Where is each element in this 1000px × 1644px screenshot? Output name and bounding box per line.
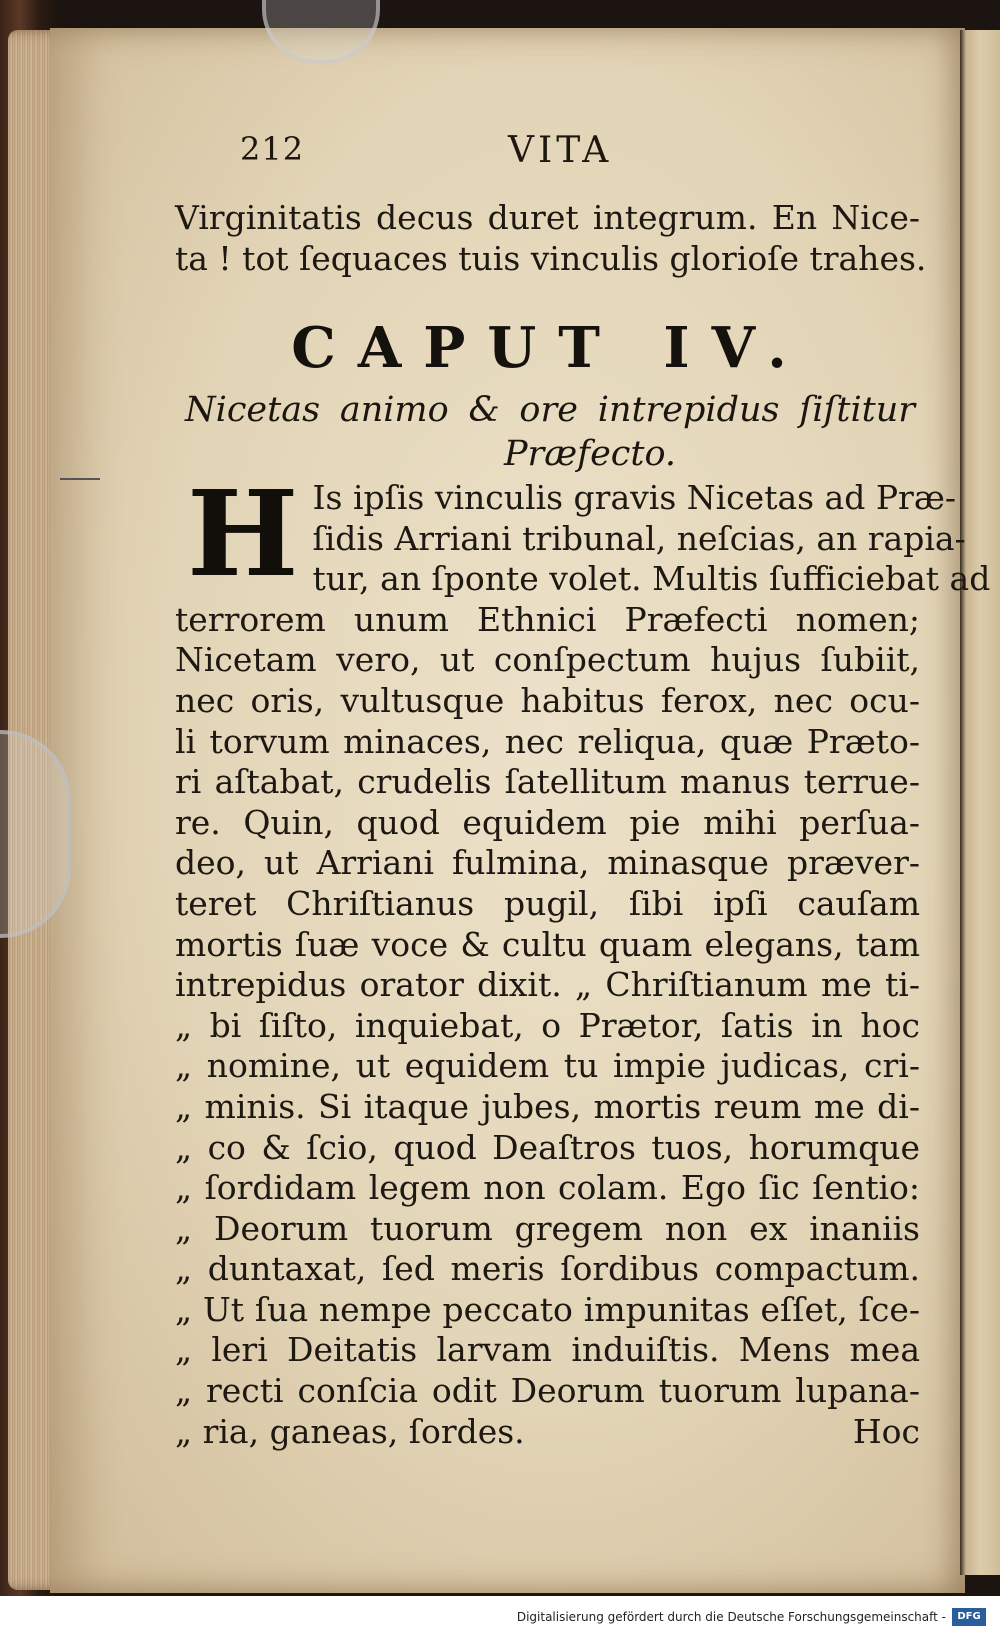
text-line: nec oris, vultusque habitus ferox, nec ocu- bbox=[175, 680, 920, 720]
text-line: „ ria, ganeas, ſordes. bbox=[175, 1411, 525, 1451]
text-line: „ co & ſcio, quod Deaſtros tuos, horumque bbox=[175, 1127, 920, 1167]
text-line: „ Ut ſua nempe peccato impunitas eſſet, ſce- bbox=[175, 1289, 920, 1329]
last-line bbox=[175, 1412, 920, 1453]
chapter-heading: CAPUT IV. bbox=[291, 315, 809, 381]
drop-cap: H bbox=[187, 464, 299, 603]
facing-page-edge bbox=[960, 30, 1000, 1575]
dfg-logo-icon: DFG bbox=[952, 1608, 986, 1626]
text-line: tur, an ſponte volet. Multis ſufficiebat ad bbox=[312, 559, 991, 599]
text-line: terrorem unum Ethnici Præfecti nomen; bbox=[175, 599, 920, 639]
text-line: Is ipſis vinculis gravis Nicetas ad Præ- bbox=[312, 478, 956, 517]
text-line: intrepidus orator dixit. „ Chriſtianum me ti- bbox=[175, 965, 920, 1005]
text-line: ta ! tot ſequaces tuis vinculis glorioſe trahes. bbox=[175, 238, 927, 278]
text-line: „ ſordidam legem non colam. Ego ſic ſentio: bbox=[175, 1168, 920, 1208]
margin-mark bbox=[60, 478, 100, 480]
subtitle-line: Nicetas animo & ore intrepidus ſiſtitur bbox=[185, 390, 915, 430]
text-line: Nicetam vero, ut conſpectum hujus ſubiit, bbox=[175, 640, 920, 680]
body-text bbox=[175, 464, 991, 1452]
catchword: Hoc bbox=[852, 1411, 920, 1451]
text-line: „ duntaxat, ſed meris ſordibus compactum. bbox=[175, 1249, 920, 1289]
page-header bbox=[240, 130, 660, 180]
text-line: „ minis. Si itaque jubes, mortis reum me di- bbox=[175, 1086, 920, 1126]
funding-credit: Digitalisierung gefördert durch die Deutsche Forschungsgemeinschaft - bbox=[516, 1610, 946, 1624]
text-line: teret Chriſtianus pugil, ſibi ipſi cauſam bbox=[175, 883, 920, 923]
text-line: ſidis Arriani tribunal, neſcias, an rapia- bbox=[312, 518, 966, 558]
text-line: „ nomine, ut equidem tu impie judicas, cri- bbox=[175, 1046, 920, 1086]
text-line: „ Deorum tuorum gregem non ex inaniis bbox=[175, 1208, 920, 1248]
top-lines bbox=[175, 198, 927, 279]
text-line: li torvum minaces, nec reliqua, quæ Præto- bbox=[175, 721, 920, 761]
text-line: deo, ut Arriani fulmina, minasque præver- bbox=[175, 843, 920, 883]
text-line: mortis ſuæ voce & cultu quam elegans, tam bbox=[175, 924, 920, 964]
text-line: „ leri Deitatis larvam induiſtis. Mens mea bbox=[175, 1330, 920, 1370]
footer-bar bbox=[0, 1596, 1000, 1644]
page-number: 212 bbox=[240, 130, 305, 168]
subtitle-line: Præfecto. bbox=[503, 434, 677, 474]
text-line: Virginitatis decus duret integrum. En Nice- bbox=[175, 198, 920, 237]
text-line: „ recti conſcia odit Deorum tuorum lupana- bbox=[175, 1371, 920, 1411]
text-line: ri aſtabat, crudelis ſatellitum manus terrue- bbox=[175, 762, 920, 802]
running-head: VITA bbox=[508, 130, 613, 171]
text-line: re. Quin, quod equidem pie mihi perſua- bbox=[175, 802, 920, 842]
text-line: „ bi ſiſto, inquiebat, o Prætor, ſatis in hoc bbox=[175, 1005, 920, 1045]
chapter-subtitle bbox=[185, 388, 915, 476]
